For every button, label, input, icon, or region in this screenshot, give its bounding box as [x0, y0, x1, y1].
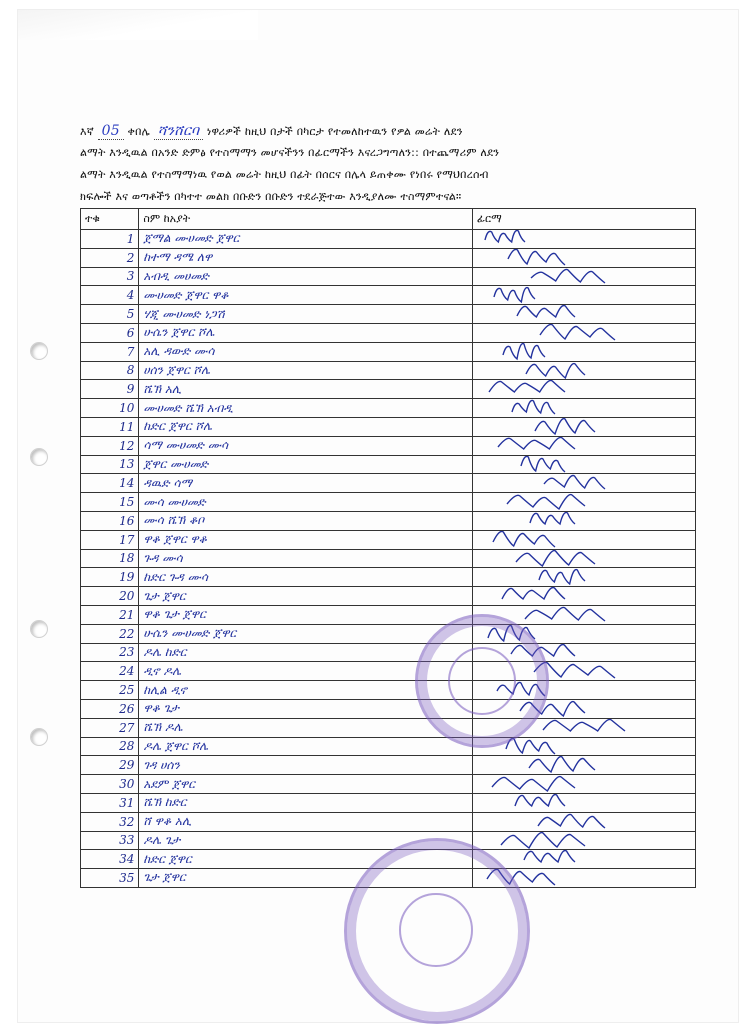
handwritten-signature — [475, 530, 675, 549]
handwritten-signature — [475, 511, 675, 530]
table-row — [81, 831, 696, 850]
table-row — [81, 417, 696, 436]
folded-corner — [18, 10, 258, 40]
intro-line-1: እኛ 05 ቀበሌ ሻንሸርባ ነዋሪዎች ከዚህ በታች በካርታ የተመለከተዉን የዎል መሬት ለደን — [80, 123, 463, 139]
table-row — [81, 775, 696, 794]
table-row — [81, 399, 696, 418]
resident-name: ሳማ ሙሀመድ ሙሳ — [139, 436, 473, 455]
signature-cell — [472, 831, 695, 850]
resident-name: ከተማ ዳሜ ለዋ — [139, 248, 473, 267]
signature-cell — [472, 267, 695, 286]
resident-name: ጀማል ሙሀመድ ጀዋር — [139, 230, 473, 249]
table-row — [81, 474, 696, 493]
resident-name: ሃጂ ሙሀመድ ነጋሽ — [139, 305, 473, 324]
intro-line-4: ክፍሎች እና ወጣቶችን በካተተ መልክ በቡድን በቡድን ተደራጅተው እንዲያለሙ ተስማምተናል። — [80, 190, 462, 203]
table-row — [81, 662, 696, 681]
resident-name: ከሊል ዲኖ — [139, 681, 473, 700]
resident-name: ዶሌ ጌታ — [139, 831, 473, 850]
resident-name: ሼኽ ዶሌ — [139, 718, 473, 737]
intro-line-2: ልማት እንዲዉል በአንድ ድምፅ የተስማማን መሆናችንን በፊርማችን እናረጋግጣለን:: በተጨማሪም ለደን — [80, 146, 500, 159]
handwritten-signature — [475, 587, 675, 606]
signature-cell — [472, 436, 695, 455]
handwritten-signature — [475, 436, 675, 455]
row-number: 18 — [81, 549, 139, 568]
handwritten-signature — [475, 380, 675, 399]
row-number: 9 — [81, 380, 139, 399]
row-number: 22 — [81, 624, 139, 643]
signature-cell — [472, 549, 695, 568]
column-header-signature: ፊርማ — [472, 209, 695, 230]
handwritten-signature — [475, 342, 675, 361]
row-number: 17 — [81, 530, 139, 549]
handwritten-signature — [475, 756, 675, 775]
signature-cell — [472, 323, 695, 342]
signature-cell — [472, 417, 695, 436]
column-header-name: ስም ከአያት — [139, 209, 473, 230]
resident-name: ዶሌ ከድር — [139, 643, 473, 662]
signature-cell — [472, 850, 695, 869]
resident-name: ከድር ጉዳ ሙሳ — [139, 568, 473, 587]
signature-cell — [472, 248, 695, 267]
handwritten-signature — [475, 323, 675, 342]
resident-name: ሙሳ ሙሀመድ — [139, 493, 473, 512]
resident-name: ከድር ጀዋር ሾሌ — [139, 417, 473, 436]
signature-cell — [472, 361, 695, 380]
table-row — [81, 323, 696, 342]
resident-name: ሸ ዋቆ አሊ — [139, 812, 473, 831]
resident-name: ዳዉድ ሳማ — [139, 474, 473, 493]
row-number: 32 — [81, 812, 139, 831]
resident-name: ጌታ ጀዋር — [139, 869, 473, 888]
table-row — [81, 605, 696, 624]
kebele-name: ሻንሸርባ — [154, 123, 204, 140]
row-number: 21 — [81, 605, 139, 624]
resident-name: ሼኽ አሊ — [139, 380, 473, 399]
signature-cell — [472, 399, 695, 418]
signature-cell — [472, 380, 695, 399]
row-number: 25 — [81, 681, 139, 700]
handwritten-signature — [475, 305, 675, 324]
handwritten-signature — [475, 474, 675, 493]
handwritten-signature — [475, 775, 675, 794]
official-stamp-upper — [415, 614, 549, 748]
handwritten-signature — [475, 493, 675, 512]
resident-name: ጀዋር ሙሀመድ — [139, 455, 473, 474]
row-number: 5 — [81, 305, 139, 324]
table-row — [81, 812, 696, 831]
handwritten-signature — [475, 286, 675, 305]
row-number: 12 — [81, 436, 139, 455]
handwritten-signature — [475, 230, 675, 249]
agreement-text — [80, 120, 690, 208]
row-number: 28 — [81, 737, 139, 756]
official-stamp-lower — [344, 838, 530, 1024]
resident-name: ዶሌ ጀዋር ሾሌ — [139, 737, 473, 756]
handwritten-signature — [475, 812, 675, 831]
punch-hole — [30, 728, 48, 746]
row-number: 29 — [81, 756, 139, 775]
kebele-number: 05 — [98, 123, 124, 140]
row-number: 10 — [81, 399, 139, 418]
signature-cell — [472, 756, 695, 775]
table-row — [81, 530, 696, 549]
resident-name: ዋቆ ጌታ — [139, 699, 473, 718]
signature-cell — [472, 230, 695, 249]
row-number: 14 — [81, 474, 139, 493]
table-row — [81, 436, 696, 455]
row-number: 34 — [81, 850, 139, 869]
signature-cell — [472, 342, 695, 361]
punch-hole — [30, 448, 48, 466]
row-number: 30 — [81, 775, 139, 794]
resident-name: ሙሀመድ ሼኽ አብዲ — [139, 399, 473, 418]
handwritten-signature — [475, 399, 675, 418]
table-row — [81, 380, 696, 399]
table-row — [81, 230, 696, 249]
row-number: 11 — [81, 417, 139, 436]
row-number: 31 — [81, 793, 139, 812]
signature-cell — [472, 286, 695, 305]
column-header-number: ተቁ — [81, 209, 139, 230]
handwritten-signature — [475, 549, 675, 568]
table-row — [81, 624, 696, 643]
resident-name: ሀሰን ጀዋር ሾሌ — [139, 361, 473, 380]
row-number: 35 — [81, 869, 139, 888]
resident-name: ዋቆ ጌታ ጀዋር — [139, 605, 473, 624]
resident-name: ሙሀመድ ጀዋር ዋቆ — [139, 286, 473, 305]
resident-name: ከድር ጀዋር — [139, 850, 473, 869]
signature-cell — [472, 775, 695, 794]
row-number: 23 — [81, 643, 139, 662]
table-row — [81, 361, 696, 380]
row-number: 8 — [81, 361, 139, 380]
resident-name: ገዳ ሀሰን — [139, 756, 473, 775]
row-number: 13 — [81, 455, 139, 474]
table-row — [81, 643, 696, 662]
table-row — [81, 511, 696, 530]
resident-name: አሊ ዳውድ ሙሳ — [139, 342, 473, 361]
handwritten-signature — [475, 455, 675, 474]
table-row — [81, 718, 696, 737]
row-number: 1 — [81, 230, 139, 249]
row-number: 15 — [81, 493, 139, 512]
resident-name: አብዲ መሀመድ — [139, 267, 473, 286]
row-number: 6 — [81, 323, 139, 342]
handwritten-signature — [475, 850, 675, 869]
handwritten-signature — [475, 361, 675, 380]
punch-hole — [30, 342, 48, 360]
handwritten-signature — [475, 831, 675, 850]
resident-name: ዋቆ ጀዋር ዋቆ — [139, 530, 473, 549]
table-row — [81, 681, 696, 700]
signature-cell — [472, 530, 695, 549]
resident-name: ሁሴን ሙሀመድ ጀዋር — [139, 624, 473, 643]
row-number: 20 — [81, 587, 139, 606]
signature-cell — [472, 587, 695, 606]
resident-name: ዲኖ ዶሌ — [139, 662, 473, 681]
row-number: 2 — [81, 248, 139, 267]
table-row — [81, 587, 696, 606]
punch-hole — [30, 620, 48, 638]
table-row — [81, 455, 696, 474]
resident-name: ሁሴን ጀዋር ሾሌ — [139, 323, 473, 342]
row-number: 3 — [81, 267, 139, 286]
table-row — [81, 342, 696, 361]
table-header-row — [81, 209, 696, 230]
resident-name: ሙሳ ሼኽ ቆቦ — [139, 511, 473, 530]
signature-cell — [472, 812, 695, 831]
table-row — [81, 568, 696, 587]
table-row — [81, 737, 696, 756]
handwritten-signature — [475, 248, 675, 267]
resident-name: ሼኽ ከድር — [139, 793, 473, 812]
resident-name: አደም ጀዋር — [139, 775, 473, 794]
handwritten-signature — [475, 417, 675, 436]
signature-cell — [472, 474, 695, 493]
row-number: 19 — [81, 568, 139, 587]
handwritten-signature — [475, 267, 675, 286]
signature-cell — [472, 493, 695, 512]
row-number: 24 — [81, 662, 139, 681]
table-row — [81, 286, 696, 305]
row-number: 27 — [81, 718, 139, 737]
table-row — [81, 793, 696, 812]
table-row — [81, 549, 696, 568]
resident-name: ጉዳ ሙሳ — [139, 549, 473, 568]
signature-cell — [472, 793, 695, 812]
handwritten-signature — [475, 793, 675, 812]
table-row — [81, 699, 696, 718]
table-row — [81, 248, 696, 267]
row-number: 4 — [81, 286, 139, 305]
row-number: 26 — [81, 699, 139, 718]
signature-cell — [472, 455, 695, 474]
signature-table — [80, 208, 696, 888]
handwritten-signature — [475, 568, 675, 587]
row-number: 7 — [81, 342, 139, 361]
table-row — [81, 756, 696, 775]
signature-cell — [472, 305, 695, 324]
signature-cell — [472, 568, 695, 587]
intro-line-3: ልማት እንዲዉል የተስማማነዉ የወል መሬት ከዚህ በፊት በሰርና በሌላ ይጠቀሙ የነበሩ የማህበረሰብ — [80, 168, 489, 181]
signature-cell — [472, 511, 695, 530]
table-row — [81, 305, 696, 324]
row-number: 33 — [81, 831, 139, 850]
table-row — [81, 267, 696, 286]
row-number: 16 — [81, 511, 139, 530]
resident-name: ጌታ ጀዋር — [139, 587, 473, 606]
table-row — [81, 493, 696, 512]
